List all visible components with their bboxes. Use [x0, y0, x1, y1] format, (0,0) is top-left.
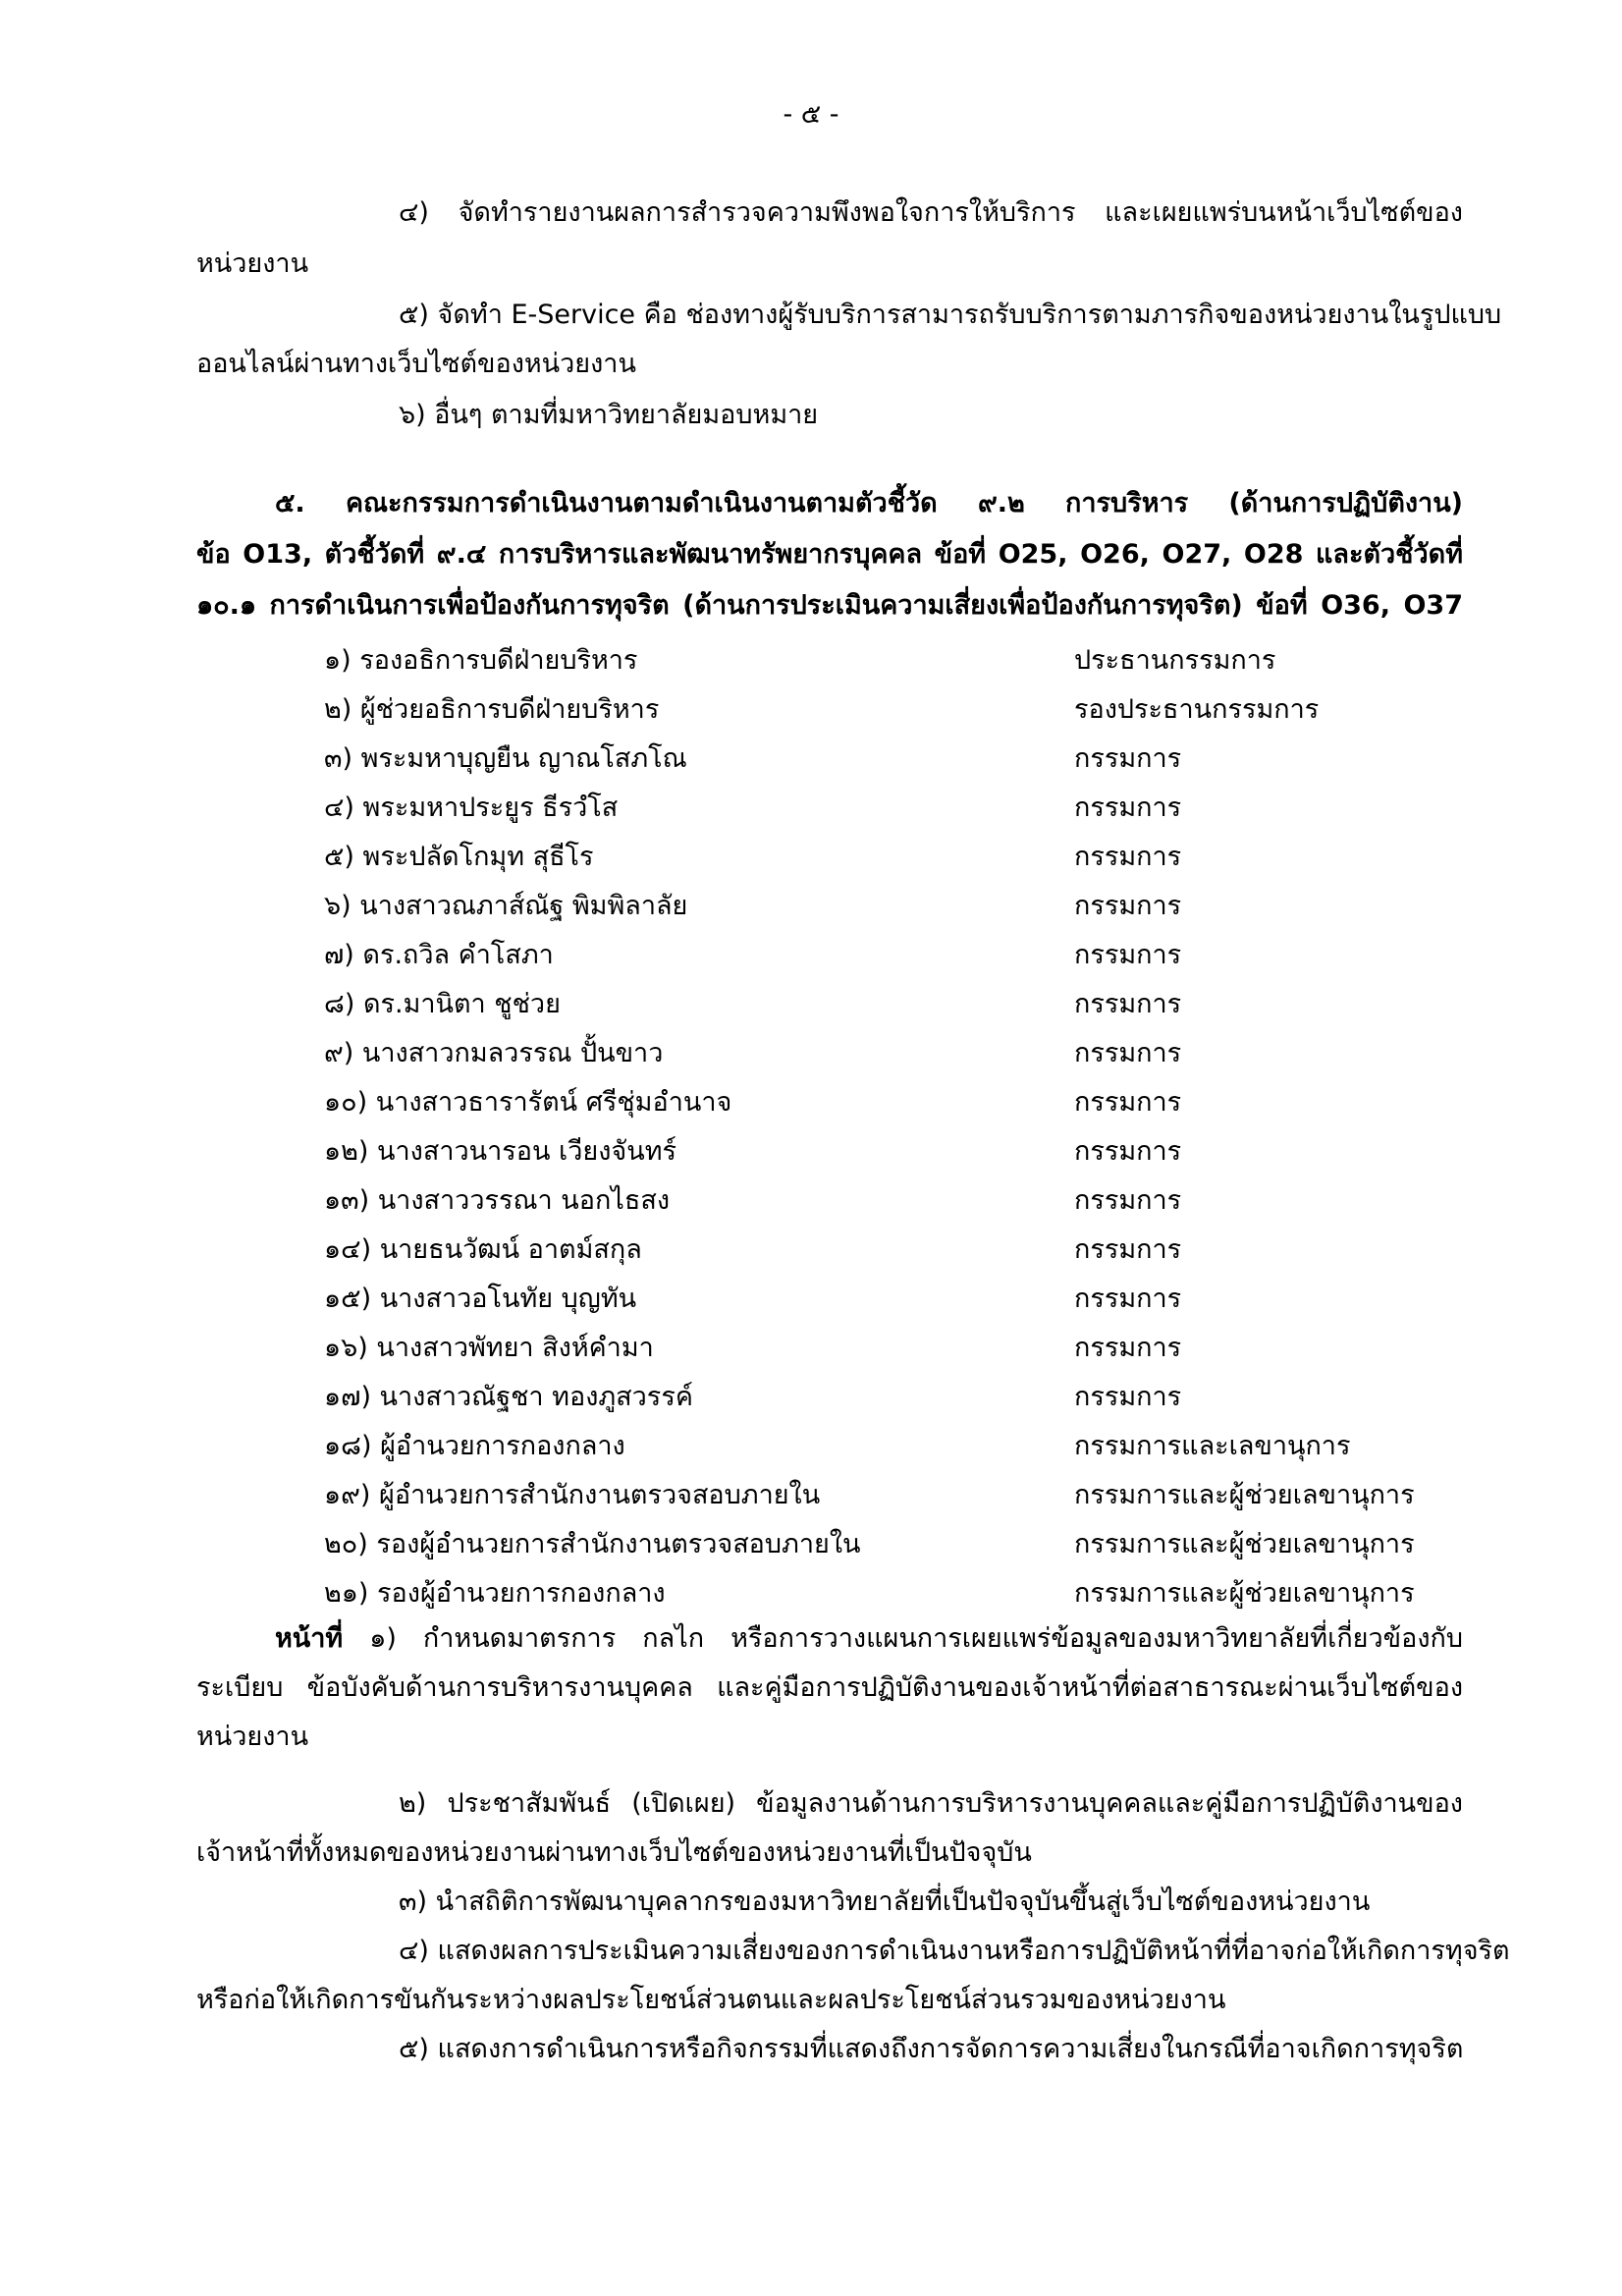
- intro-item-6-line1: ๖) อื่นๆ ตามที่มหาวิทยาลัยมอบหมาย: [399, 400, 819, 430]
- intro-item-4-line1: ๔) จัดทำรายงานผลการสำรวจความพึงพอใจการให้บริการ และเผยแพร่บนหน้าเว็บไซต์ของ: [399, 197, 1463, 228]
- member-role: กรรมการ: [1074, 989, 1182, 1019]
- member-name: ๑๔) นายธนวัฒน์ อาตม์สกุล: [324, 1234, 642, 1265]
- member-name: ๑๙) ผู้อำนวยการสำนักงานตรวจสอบภายใน: [324, 1480, 821, 1510]
- page-number: - ๕ -: [783, 99, 839, 130]
- duty-4-line1: ๔) แสดงผลการประเมินความเสี่ยงของการดำเนินงานหรือการปฏิบัติหน้าที่ที่อาจก่อให้เกิดการทุจริต: [399, 1936, 1510, 1966]
- member-name: ๗) ดร.ถวิล คำโสภา: [324, 940, 554, 970]
- member-name: ๑๕) นางสาวอโนทัย บุญทัน: [324, 1284, 637, 1314]
- member-name: ๒๐) รองผู้อำนวยการสำนักงานตรวจสอบภายใน: [324, 1529, 861, 1559]
- member-name: ๑) รองอธิการบดีฝ่ายบริหาร: [324, 645, 638, 676]
- member-role: กรรมการ: [1074, 891, 1182, 921]
- member-name: ๑๐) นางสาวธารารัตน์ ศรีชุ่มอำนาจ: [324, 1087, 732, 1118]
- member-name: ๔) พระมหาประยูร ธีรวํโส: [324, 793, 619, 823]
- section-heading-line3: ๑๐.๑ การดำเนินการเพื่อป้องกันการทุจริต (ด้านการประเมินความเสี่ยงเพื่อป้องกันการทุจริต) ข้อที่ O36, O37: [196, 590, 1463, 621]
- member-role: รองประธานกรรมการ: [1074, 694, 1320, 725]
- member-name: ๖) นางสาวณภาส์ณัฐ พิมพิลาลัย: [324, 891, 688, 921]
- intro-item-5-line2: ออนไลน์ผ่านทางเว็บไซต์ของหน่วยงาน: [196, 349, 636, 379]
- duties-label: หน้าที่: [275, 1623, 344, 1654]
- member-role: ประธานกรรมการ: [1074, 645, 1276, 676]
- member-role: กรรมการ: [1074, 1038, 1182, 1068]
- member-role: กรรมการ: [1074, 1284, 1182, 1314]
- intro-item-4-line2: หน่วยงาน: [196, 248, 309, 279]
- duty-5-line1: ๕) แสดงการดำเนินการหรือกิจกรรมที่แสดงถึงการจัดการความเสี่ยงในกรณีที่อาจเกิดการทุจริต: [399, 2034, 1464, 2064]
- member-role: กรรมการและผู้ช่วยเลขานุการ: [1074, 1529, 1415, 1559]
- section-heading-line2: ข้อ O13, ตัวชี้วัดที่ ๙.๔ การบริหารและพัฒนาทรัพยากรบุคคล ข้อที่ O25, O26, O27, O28 และตัวชี้วัดที่: [196, 539, 1463, 570]
- member-name: ๑๘) ผู้อำนวยการกองกลาง: [324, 1431, 625, 1461]
- member-role: กรรมการ: [1074, 940, 1182, 970]
- member-role: กรรมการ: [1074, 1087, 1182, 1118]
- member-role: กรรมการและเลขานุการ: [1074, 1431, 1351, 1461]
- intro-item-5-line1: ๕) จัดทำ E-Service คือ ช่องทางผู้รับบริการสามารถรับบริการตามภารกิจของหน่วยงานในรูปแบบ: [399, 300, 1502, 330]
- member-name: ๕) พระปลัดโกมุท สุธีโร: [324, 842, 594, 872]
- duty-4-line2: หรือก่อให้เกิดการขันกันระหว่างผลประโยชน์ส่วนตนและผลประโยชน์ส่วนรวมของหน่วยงาน: [196, 1985, 1226, 2015]
- member-name: ๙) นางสาวกมลวรรณ ปั้นขาว: [324, 1038, 664, 1068]
- duty-1-text: ๑) กำหนดมาตรการ กลไก หรือการวางแผนการเผยแพร่ข้อมูลของมหาวิทยาลัยที่เกี่ยวข้องกับ: [343, 1623, 1463, 1654]
- member-role: กรรมการ: [1074, 743, 1182, 774]
- member-name: ๑๗) นางสาวณัฐชา ทองภูสวรรค์: [324, 1382, 693, 1412]
- member-name: ๒๑) รองผู้อำนวยการกองกลาง: [324, 1578, 666, 1609]
- member-role: กรรมการ: [1074, 793, 1182, 823]
- member-role: กรรมการและผู้ช่วยเลขานุการ: [1074, 1480, 1415, 1510]
- member-name: ๒) ผู้ช่วยอธิการบดีฝ่ายบริหาร: [324, 694, 660, 725]
- member-role: กรรมการ: [1074, 1333, 1182, 1363]
- duty-1-line1: [275, 1622, 1463, 1656]
- member-name: ๓) พระมหาบุญยืน ญาณโสภโณ: [324, 743, 687, 774]
- member-role: กรรมการ: [1074, 1234, 1182, 1265]
- duty-1-line3: หน่วยงาน: [196, 1722, 309, 1752]
- duty-3-line1: ๓) นำสถิติการพัฒนาบุคลากรของมหาวิทยาลัยที่เป็นปัจจุบันขึ้นสู่เว็บไซต์ของหน่วยงาน: [399, 1886, 1371, 1917]
- member-name: ๑๖) นางสาวพัทยา สิงห์คำมา: [324, 1333, 654, 1363]
- member-name: ๑๒) นางสาวนารอน เวียงจันทร์: [324, 1136, 677, 1167]
- member-name: ๑๓) นางสาววรรณา นอกไธสง: [324, 1185, 671, 1216]
- duty-2-line1: ๒) ประชาสัมพันธ์ (เปิดเผย) ข้อมูลงานด้านการบริหารงานบุคคลและคู่มือการปฏิบัติงานของ: [399, 1788, 1463, 1819]
- member-role: กรรมการ: [1074, 1136, 1182, 1167]
- member-role: กรรมการ: [1074, 842, 1182, 872]
- duty-1-line2: ระเบียบ ข้อบังคับด้านการบริหารงานบุคคล และคู่มือการปฏิบัติงานของเจ้าหน้าที่ต่อสาธารณะผ่านเว็บไซต์ของ: [196, 1672, 1463, 1703]
- duty-2-line2: เจ้าหน้าที่ทั้งหมดของหน่วยงานผ่านทางเว็บไซต์ของหน่วยงานที่เป็นปัจจุบัน: [196, 1837, 1032, 1868]
- member-role: กรรมการ: [1074, 1185, 1182, 1216]
- member-role: กรรมการ: [1074, 1382, 1182, 1412]
- section-heading-line1: ๕. คณะกรรมการดำเนินงานตามดำเนินงานตามตัวชี้วัด ๙.๒ การบริหาร (ด้านการปฏิบัติงาน): [275, 488, 1463, 519]
- member-name: ๘) ดร.มานิตา ชูช่วย: [324, 989, 561, 1019]
- member-role: กรรมการและผู้ช่วยเลขานุการ: [1074, 1578, 1415, 1609]
